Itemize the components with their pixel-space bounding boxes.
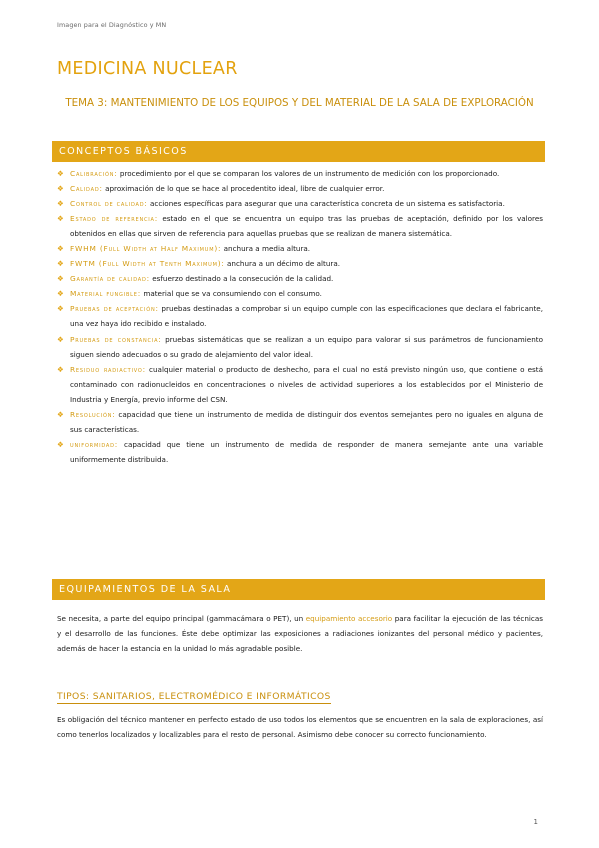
definition-term: Pruebas de aceptación: <box>70 304 159 314</box>
definition-term: FWHM (Full Width at Half Maximum): <box>70 244 222 254</box>
definition-item <box>57 286 543 301</box>
technician-paragraph: Es obligación del técnico mantener en perfecto estado de uso todos los elementos que se encuentren en la sala de exploraciones, así como tenerlos localizados y localizables para el resto de personal. Asimismo debe conocer su correcto funcionamiento. <box>57 715 543 740</box>
topic-title: TEMA 3: MANTENIMIENTO DE LOS EQUIPOS Y DEL MATERIAL DE LA SALA DE EXPLORACIÓN <box>65 97 534 109</box>
definition-text: cualquier material o producto de deshecho, para el cual no está previsto ningún uso, que contiene o está contaminado con radionucleidos en concentraciones o niveles de actividad superiores a los establecidos por el Ministerio de Industria y Energía, previo informe del CSN. <box>70 364 543 404</box>
diamond-bullet-icon: ❖ <box>57 214 64 224</box>
definition-term: Control de calidad: <box>70 199 148 209</box>
definition-text: anchura a media altura. <box>223 244 311 254</box>
subheading-tipos: TIPOS: SANITARIOS, ELECTROMÉDICO E INFORMÁTICOS <box>57 691 331 702</box>
definition-term: Residuo radiactivo: <box>70 364 146 374</box>
definition-item <box>57 241 543 256</box>
equipment-accent-text: equipamiento accesorio <box>305 614 393 623</box>
definition-item <box>57 166 543 181</box>
definition-text: esfuerzo destinado a la consecución de la calidad. <box>152 274 334 284</box>
definition-term: Resolución: <box>70 409 116 419</box>
definition-item <box>57 362 543 407</box>
main-title: MEDICINA NUCLEAR <box>57 59 238 79</box>
section-heading-conceptos: CONCEPTOS BÁSICOS <box>52 141 545 162</box>
definition-text: capacidad que tiene un instrumento de medida de distinguir dos eventos semejantes pero no iguales en alguna de sus características. <box>70 409 543 434</box>
definitions-list <box>57 166 543 467</box>
definition-item <box>57 407 543 437</box>
definition-text: pruebas sistemáticas que se realizan a un equipo para valorar si sus parámetros de funcionamiento siguen siendo adecuados o su grado de alejamiento del valor ideal. <box>70 334 543 359</box>
definition-term: Pruebas de constancia: <box>70 334 162 344</box>
definition-item <box>57 196 543 211</box>
equipment-paragraph-start: Se necesita, a parte del equipo principal (gammacámara o PET), un <box>57 614 306 623</box>
diamond-bullet-icon: ❖ <box>57 439 64 449</box>
definition-item <box>57 181 543 196</box>
definition-item <box>57 271 543 286</box>
definition-term: Material fungible: <box>70 289 142 299</box>
definition-item <box>57 437 543 467</box>
diamond-bullet-icon: ❖ <box>57 199 64 209</box>
diamond-bullet-icon: ❖ <box>57 169 64 178</box>
definition-text: estado en el que se encuentra un equipo tras las pruebas de aceptación, definido por los valores obtenidos en ellas que sirven de referencia para aquellas pruebas que se realizan de manera sistemática. <box>70 214 543 239</box>
diamond-bullet-icon: ❖ <box>57 289 64 299</box>
definition-term: uniformidad: <box>70 439 119 449</box>
diamond-bullet-icon: ❖ <box>57 364 64 374</box>
definition-text: capacidad que tiene un instrumento de medida de responder de manera semejante ante una variable uniformemente distribuida. <box>70 439 543 464</box>
definition-text: acciones específicas para asegurar que una característica concreta de un sistema es satisfactoria. <box>150 199 505 209</box>
diamond-bullet-icon: ❖ <box>57 334 64 344</box>
definition-term: Calidad: <box>70 184 103 194</box>
definition-text: anchura a un décimo de altura. <box>226 259 341 269</box>
definition-item <box>57 211 543 241</box>
definition-text: aproximación de lo que se hace al procedentito ideal, libre de cualquier error. <box>105 184 385 194</box>
page-number: 1 <box>533 818 538 826</box>
diamond-bullet-icon: ❖ <box>57 409 64 419</box>
equipment-paragraph <box>57 611 543 656</box>
diamond-bullet-icon: ❖ <box>57 259 64 269</box>
diamond-bullet-icon: ❖ <box>57 184 64 194</box>
definition-term: FWTM (Full Width at Tenth Maximum): <box>70 259 225 269</box>
definition-term: Garantía de calidad: <box>70 274 150 284</box>
definition-term: Calibración: <box>70 169 118 178</box>
definition-item <box>57 301 543 331</box>
diamond-bullet-icon: ❖ <box>57 274 64 284</box>
definition-text: procedimiento por el que se comparan los valores de un instrumento de medición con los proporcionado. <box>119 169 500 178</box>
definition-text: material que se va consumiendo con el consumo. <box>143 289 322 299</box>
section-heading-equipamientos: EQUIPAMIENTOS DE LA SALA <box>52 579 545 600</box>
diamond-bullet-icon: ❖ <box>57 244 64 254</box>
definition-item <box>57 332 543 362</box>
definition-text: pruebas destinadas a comprobar si un equipo cumple con las especificaciones que declara el fabricante, una vez haya ido recibido e instalado. <box>70 304 543 329</box>
running-header: Imagen para el Diagnóstico y MN <box>57 21 167 29</box>
definition-item <box>57 256 543 271</box>
equipment-paragraph-end: para facilitar la ejecución de las técnicas y el desarrollo de las funciones. Éste debe optimizar las exposiciones a radiaciones ionizantes del personal médico y pacientes, además de hacer la estancia en la unidad lo más agradable posible. <box>57 614 543 654</box>
definition-term: Estado de referencia: <box>70 214 159 224</box>
diamond-bullet-icon: ❖ <box>57 304 64 314</box>
